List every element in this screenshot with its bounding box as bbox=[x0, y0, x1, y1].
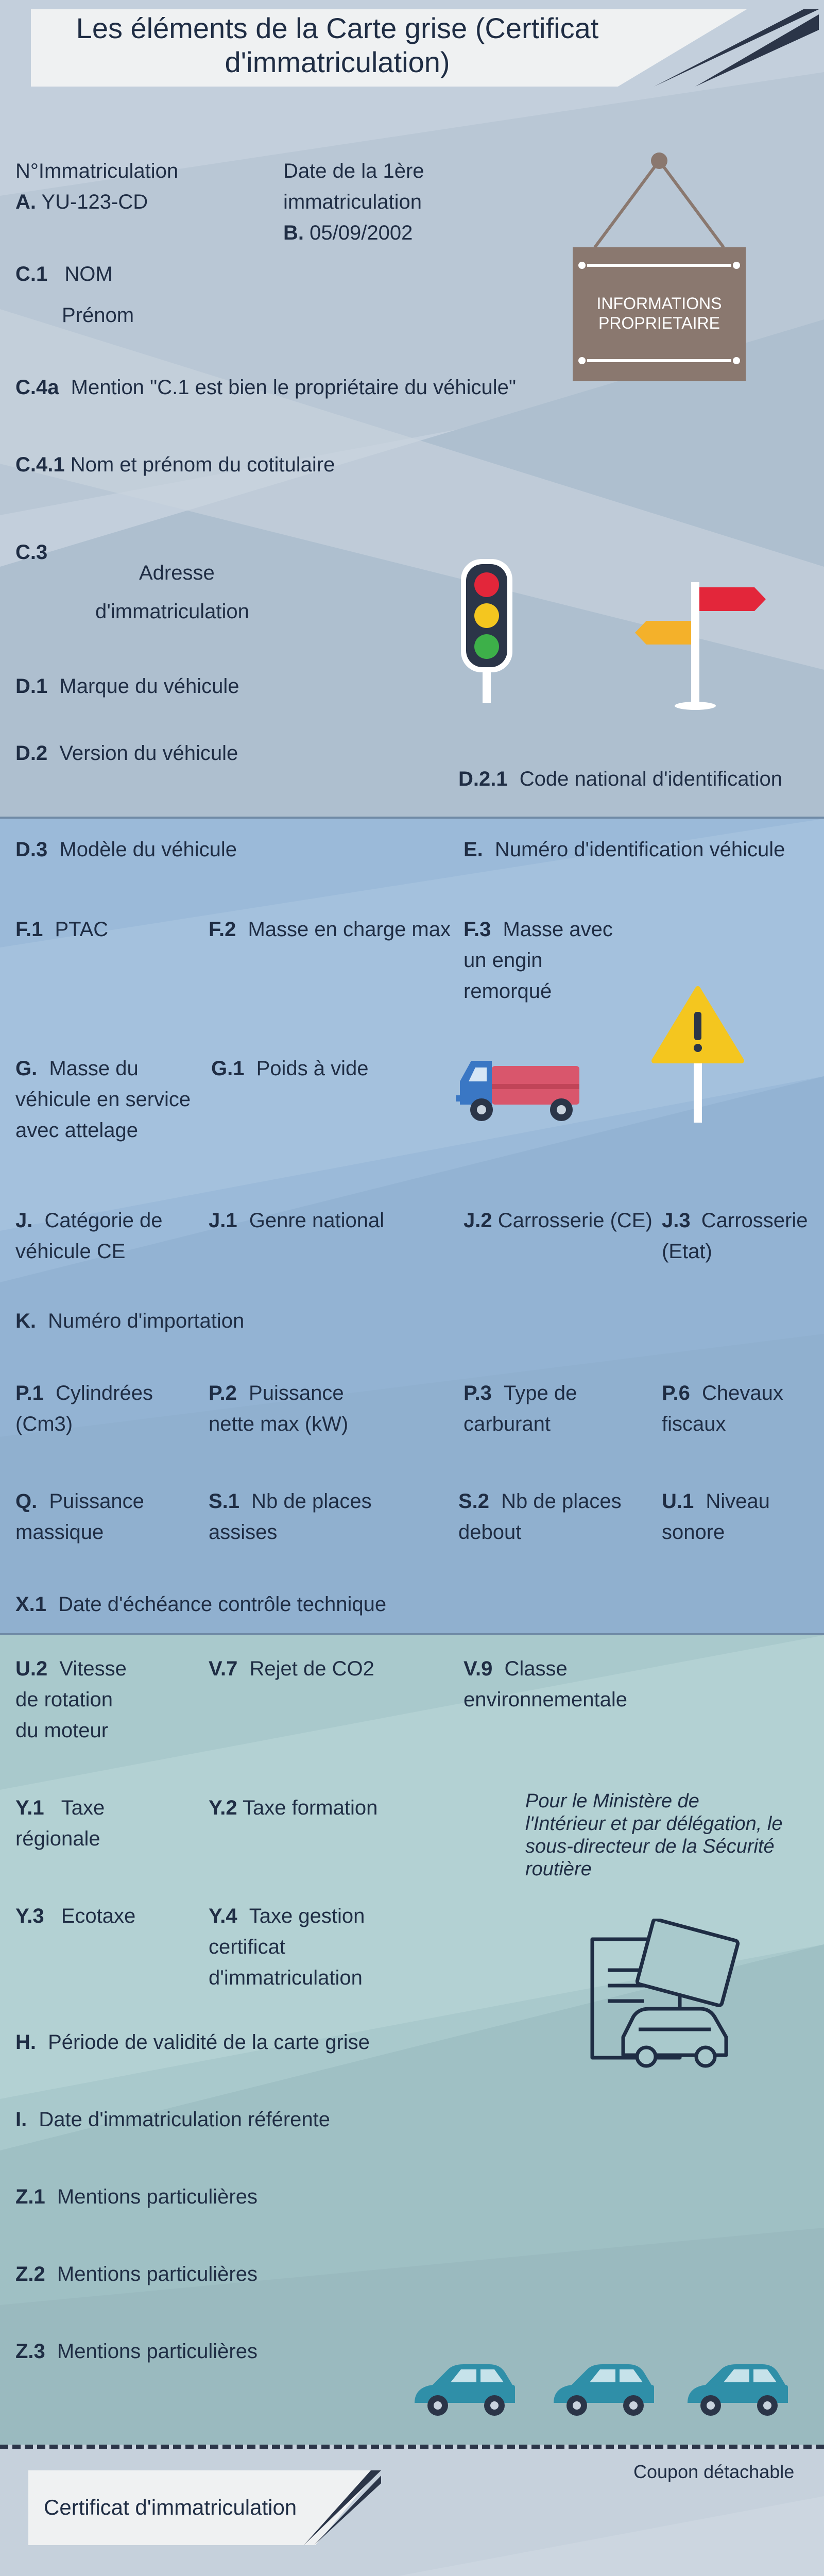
field-q bbox=[15, 1486, 144, 1517]
field-f1 bbox=[15, 914, 108, 945]
field-c1-label: NOM bbox=[64, 263, 113, 285]
ministere-line4: routière bbox=[525, 1858, 592, 1880]
ministere-line1: Pour le Ministère de bbox=[525, 1790, 699, 1812]
field-p1-code: P.1 bbox=[15, 1382, 44, 1404]
field-e-label: Numéro d'identification véhicule bbox=[494, 838, 785, 861]
immat-label: N°Immatriculation bbox=[15, 160, 179, 182]
field-f2-label: Masse en charge max bbox=[248, 918, 451, 941]
page-title-line1: Les éléments de la Carte grise (Certificat bbox=[76, 12, 599, 44]
field-u2-line3: du moteur bbox=[15, 1719, 109, 1742]
field-v9-code: V.9 bbox=[464, 1657, 493, 1680]
field-f2-code: F.2 bbox=[209, 918, 236, 941]
field-y4-line1: Taxe gestion bbox=[249, 1905, 365, 1927]
field-j3-code: J.3 bbox=[662, 1209, 691, 1232]
field-d21 bbox=[458, 764, 782, 794]
field-v7-label: Rejet de CO2 bbox=[249, 1657, 374, 1680]
field-y2-label: Taxe formation bbox=[243, 1797, 378, 1819]
field-s2-code: S.2 bbox=[458, 1490, 490, 1513]
field-d1 bbox=[15, 671, 239, 702]
field-x1 bbox=[15, 1589, 386, 1620]
car-document-icon bbox=[587, 1919, 742, 2068]
field-g1-code: G.1 bbox=[211, 1057, 245, 1080]
field-j-line1: Catégorie de bbox=[44, 1209, 163, 1232]
coupon-title: Certificat d'immatriculation bbox=[44, 2495, 297, 2519]
field-y1 bbox=[15, 1792, 105, 1823]
field-p6-line1: Chevaux bbox=[702, 1382, 783, 1404]
field-v7-code: V.7 bbox=[209, 1657, 238, 1680]
field-q-line1: Puissance bbox=[49, 1490, 144, 1513]
traffic-light-icon bbox=[456, 556, 518, 706]
field-d3-code: D.3 bbox=[15, 838, 48, 861]
field-g-line3: avec attelage bbox=[15, 1119, 138, 1142]
field-g-line2: véhicule en service bbox=[15, 1088, 191, 1111]
field-u2 bbox=[15, 1653, 127, 1684]
ministere-line3: sous-directeur de la Sécurité bbox=[525, 1836, 775, 1857]
field-h-code: H. bbox=[15, 2031, 36, 2054]
field-c3-line1: Adresse bbox=[139, 562, 215, 584]
field-y3-label: Ecotaxe bbox=[61, 1905, 136, 1927]
section-taxes-mentions bbox=[0, 1633, 824, 2445]
owner-info-sign-text bbox=[573, 294, 746, 333]
field-z1-code: Z.1 bbox=[15, 2185, 45, 2208]
field-i-code: I. bbox=[15, 2108, 27, 2131]
field-z1 bbox=[15, 2181, 258, 2212]
field-s1 bbox=[209, 1486, 372, 1517]
field-y4-code: Y.4 bbox=[209, 1905, 237, 1927]
field-y2-code: Y.2 bbox=[209, 1797, 237, 1819]
field-s1-code: S.1 bbox=[209, 1490, 240, 1513]
field-f1-label: PTAC bbox=[55, 918, 109, 941]
field-a-code: A. bbox=[15, 191, 36, 213]
signpost-icon bbox=[631, 577, 770, 711]
field-z2 bbox=[15, 2259, 258, 2290]
title-banner-corner bbox=[654, 9, 819, 87]
field-e bbox=[464, 834, 785, 865]
field-b bbox=[283, 217, 413, 248]
field-e-code: E. bbox=[464, 838, 483, 861]
field-z1-label: Mentions particulières bbox=[57, 2185, 258, 2208]
field-f3-line3: remorqué bbox=[464, 980, 552, 1003]
field-p2-line1: Puissance bbox=[249, 1382, 344, 1404]
field-h-label: Période de validité de la carte grise bbox=[48, 2031, 370, 2054]
field-p1 bbox=[15, 1378, 153, 1409]
field-c3 bbox=[15, 537, 47, 568]
field-p3-line1: Type de bbox=[504, 1382, 577, 1404]
field-k-label: Numéro d'importation bbox=[48, 1310, 245, 1332]
field-s1-line2: assises bbox=[209, 1521, 278, 1544]
field-p2-code: P.2 bbox=[209, 1382, 237, 1404]
field-d21-code: D.2.1 bbox=[458, 768, 508, 790]
field-p6-code: P.6 bbox=[662, 1382, 690, 1404]
field-h bbox=[15, 2027, 370, 2058]
field-s2 bbox=[458, 1486, 622, 1517]
field-f3 bbox=[464, 914, 613, 945]
field-j1 bbox=[209, 1205, 384, 1236]
field-p2-line2: nette max (kW) bbox=[209, 1413, 349, 1435]
field-f1-code: F.1 bbox=[15, 918, 43, 941]
truck-icon bbox=[456, 1053, 585, 1125]
field-c3-code: C.3 bbox=[15, 541, 48, 564]
field-z3-label: Mentions particulières bbox=[57, 2340, 258, 2363]
field-c4a bbox=[15, 372, 516, 403]
field-y1-code: Y.1 bbox=[15, 1797, 44, 1819]
field-g1 bbox=[211, 1053, 369, 1084]
car-icon-2 bbox=[554, 2364, 654, 2416]
field-f2 bbox=[209, 914, 451, 945]
field-d2 bbox=[15, 738, 238, 769]
field-z3 bbox=[15, 2336, 258, 2367]
field-g-code: G. bbox=[15, 1057, 38, 1080]
field-u2-code: U.2 bbox=[15, 1657, 48, 1680]
field-j-line2: véhicule CE bbox=[15, 1240, 126, 1263]
field-y2 bbox=[209, 1792, 377, 1823]
coupon-detachable-label: Coupon détachable bbox=[633, 2461, 795, 2482]
field-z2-label: Mentions particulières bbox=[57, 2263, 258, 2285]
field-i-label: Date d'immatriculation référente bbox=[39, 2108, 331, 2131]
field-y3 bbox=[15, 1901, 135, 1931]
field-d2-label: Version du véhicule bbox=[59, 742, 238, 765]
car-icon-1 bbox=[415, 2364, 515, 2416]
field-c1 bbox=[15, 259, 113, 290]
field-s2-line1: Nb de places bbox=[501, 1490, 622, 1513]
field-s1-line1: Nb de places bbox=[251, 1490, 372, 1513]
field-y3-code: Y.3 bbox=[15, 1905, 44, 1927]
page-title bbox=[41, 11, 633, 79]
field-d2-code: D.2 bbox=[15, 742, 48, 765]
field-y4-line3: d'immatriculation bbox=[209, 1967, 363, 1989]
field-y4-line2: certificat bbox=[209, 1936, 285, 1958]
ministere-signature-text bbox=[525, 1790, 814, 1880]
field-d1-label: Marque du véhicule bbox=[59, 675, 239, 698]
field-p3-line2: carburant bbox=[464, 1413, 551, 1435]
field-y4 bbox=[209, 1901, 365, 1931]
field-c4a-label: Mention "C.1 est bien le propriétaire du véhicule" bbox=[71, 376, 517, 399]
field-c41 bbox=[15, 449, 335, 480]
field-p3-code: P.3 bbox=[464, 1382, 492, 1404]
field-c41-label: Nom et prénom du cotitulaire bbox=[70, 453, 335, 476]
sign-text-line2: PROPRIETAIRE bbox=[598, 314, 720, 332]
field-k bbox=[15, 1306, 244, 1336]
field-v9-line2: environnementale bbox=[464, 1688, 627, 1711]
car-icon-3 bbox=[688, 2364, 788, 2416]
field-c1-code: C.1 bbox=[15, 263, 48, 285]
field-q-code: Q. bbox=[15, 1490, 38, 1513]
date-first-immat-label-line1: Date de la 1ère bbox=[283, 160, 424, 182]
field-f3-line2: un engin bbox=[464, 949, 543, 972]
section-coupon bbox=[0, 2445, 824, 2576]
field-j-code: J. bbox=[15, 1209, 33, 1232]
section-vehicle-specs bbox=[0, 817, 824, 1633]
field-v7 bbox=[209, 1653, 374, 1684]
field-f3-code: F.3 bbox=[464, 918, 491, 941]
field-j1-label: Genre national bbox=[249, 1209, 385, 1232]
field-p6-line2: fiscaux bbox=[662, 1413, 726, 1435]
field-j2-code: J.2 bbox=[464, 1209, 492, 1232]
field-s2-line2: debout bbox=[458, 1521, 522, 1544]
field-c3-line2: d'immatriculation bbox=[95, 600, 249, 623]
field-u1-code: U.1 bbox=[662, 1490, 694, 1513]
field-u2-line2: de rotation bbox=[15, 1688, 113, 1711]
field-g-line1: Masse du bbox=[49, 1057, 139, 1080]
field-j2-label: Carrosserie (CE) bbox=[497, 1209, 653, 1232]
field-p1-line2: (Cm3) bbox=[15, 1413, 73, 1435]
field-q-line2: massique bbox=[15, 1521, 104, 1544]
field-j3 bbox=[662, 1205, 808, 1236]
cut-line-divider bbox=[0, 2445, 824, 2449]
field-b-code: B. bbox=[283, 222, 304, 244]
field-z2-code: Z.2 bbox=[15, 2263, 45, 2285]
field-b-value: 05/09/2002 bbox=[310, 222, 413, 244]
page-title-line2: d'immatriculation) bbox=[225, 46, 450, 78]
field-c4a-code: C.4a bbox=[15, 376, 59, 399]
field-g1-label: Poids à vide bbox=[256, 1057, 369, 1080]
field-p1-line1: Cylindrées bbox=[56, 1382, 153, 1404]
field-p6 bbox=[662, 1378, 783, 1409]
warning-sign-icon bbox=[651, 986, 744, 1125]
field-y1-line1: Taxe bbox=[61, 1797, 105, 1819]
field-v9 bbox=[464, 1653, 568, 1684]
field-y1-line2: régionale bbox=[15, 1827, 100, 1850]
field-u1-line1: Niveau bbox=[706, 1490, 770, 1513]
field-p2 bbox=[209, 1378, 344, 1409]
field-j3-line2: (Etat) bbox=[662, 1240, 712, 1263]
field-j1-code: J.1 bbox=[209, 1209, 237, 1232]
field-k-code: K. bbox=[15, 1310, 36, 1332]
field-x1-label: Date d'échéance contrôle technique bbox=[58, 1593, 387, 1616]
field-p3 bbox=[464, 1378, 577, 1409]
field-u1 bbox=[662, 1486, 770, 1517]
sign-text-line1: INFORMATIONS bbox=[596, 294, 722, 313]
ministere-line2: l'Intérieur et par délégation, le bbox=[525, 1813, 783, 1835]
field-v9-line1: Classe bbox=[504, 1657, 568, 1680]
field-d3-label: Modèle du véhicule bbox=[59, 838, 237, 861]
field-j bbox=[15, 1205, 163, 1236]
date-first-immat-label-line2: immatriculation bbox=[283, 191, 422, 213]
field-z3-code: Z.3 bbox=[15, 2340, 45, 2363]
cars-row-icon bbox=[412, 2357, 819, 2424]
field-x1-code: X.1 bbox=[15, 1593, 47, 1616]
field-f3-line1: Masse avec bbox=[503, 918, 613, 941]
section-owner-info bbox=[0, 0, 824, 817]
field-i bbox=[15, 2104, 330, 2135]
field-g bbox=[15, 1053, 139, 1084]
coupon-banner-corner bbox=[304, 2470, 381, 2545]
field-a bbox=[15, 187, 148, 217]
field-a-value: YU-123-CD bbox=[41, 191, 148, 213]
field-d21-label: Code national d'identification bbox=[519, 768, 782, 790]
field-c41-code: C.4.1 bbox=[15, 453, 65, 476]
field-c1-prenom: Prénom bbox=[62, 304, 134, 327]
field-u2-line1: Vitesse bbox=[59, 1657, 127, 1680]
field-j2 bbox=[464, 1205, 653, 1236]
owner-info-sign-icon bbox=[566, 149, 752, 397]
field-d3 bbox=[15, 834, 237, 865]
field-u1-line2: sonore bbox=[662, 1521, 725, 1544]
field-j3-line1: Carrosserie bbox=[701, 1209, 808, 1232]
field-d1-code: D.1 bbox=[15, 675, 48, 698]
